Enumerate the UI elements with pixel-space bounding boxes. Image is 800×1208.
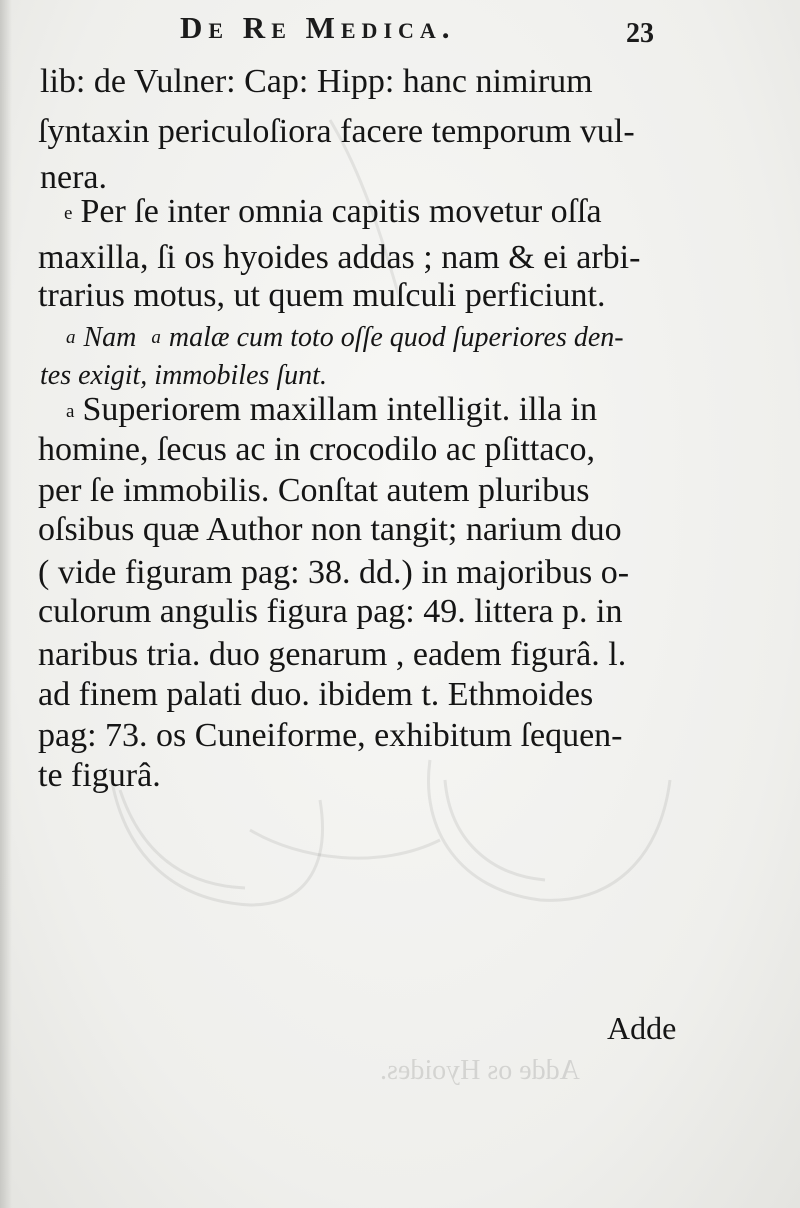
note-mark: a [151, 327, 161, 348]
page-edge-shadow [0, 0, 12, 1208]
text-line: culorum angulis figura pag: 49. littera p. in [38, 593, 623, 630]
text-line-with-mark [64, 192, 602, 234]
note-mark: e [64, 203, 73, 224]
text-line-with-mark [66, 390, 597, 432]
catchword: Adde [607, 1010, 677, 1046]
text-line: trarius motus, ut quem muſculi perficiunt. [38, 277, 606, 314]
text-line: naribus tria. duo genarum , eadem figurâ. l. [38, 636, 627, 673]
text-line: maxilla, ſi os hyoides addas ; nam & ei arbi- [38, 239, 641, 276]
text-line: Per ſe inter omnia capitis movetur oſſa [80, 193, 602, 230]
text-line: lib: de Vulner: Cap: Hipp: hanc nimirum [40, 63, 593, 100]
text-line: ( vide figuram pag: 38. dd.) in majoribus o- [38, 554, 630, 591]
note-line: tes exigit, immobiles ſunt. [40, 360, 327, 391]
note-line [66, 318, 624, 358]
page-number: 23 [626, 18, 654, 49]
note-mark: a [66, 401, 75, 422]
note-text: malæ cum toto oſſe quod ſuperiores den- [168, 322, 624, 353]
text-line: te figurâ. [38, 757, 161, 794]
text-line: pag: 73. os Cuneiforme, exhibitum ſequen- [38, 717, 623, 754]
text-line: Superiorem maxillam intelligit. illa in [82, 391, 598, 428]
bleed-through-text: Adde os Hyoides. [380, 1055, 580, 1086]
text-line: per ſe immobilis. Conſtat autem pluribus [38, 472, 590, 509]
text-line: oſsibus quæ Author non tangit; narium duo [38, 511, 622, 548]
text-line: ad finem palati duo. ibidem t. Ethmoides [38, 676, 594, 713]
text-line: nera. [40, 159, 108, 196]
text-line: ſyntaxin periculoſiora facere temporum vul- [38, 113, 635, 150]
note-mark: a [66, 327, 76, 348]
note-lead: Nam [83, 322, 137, 353]
text-line: homine, ſecus ac in crocodilo ac pſittaco, [38, 431, 596, 468]
running-title: De Re Medica. [180, 10, 456, 45]
